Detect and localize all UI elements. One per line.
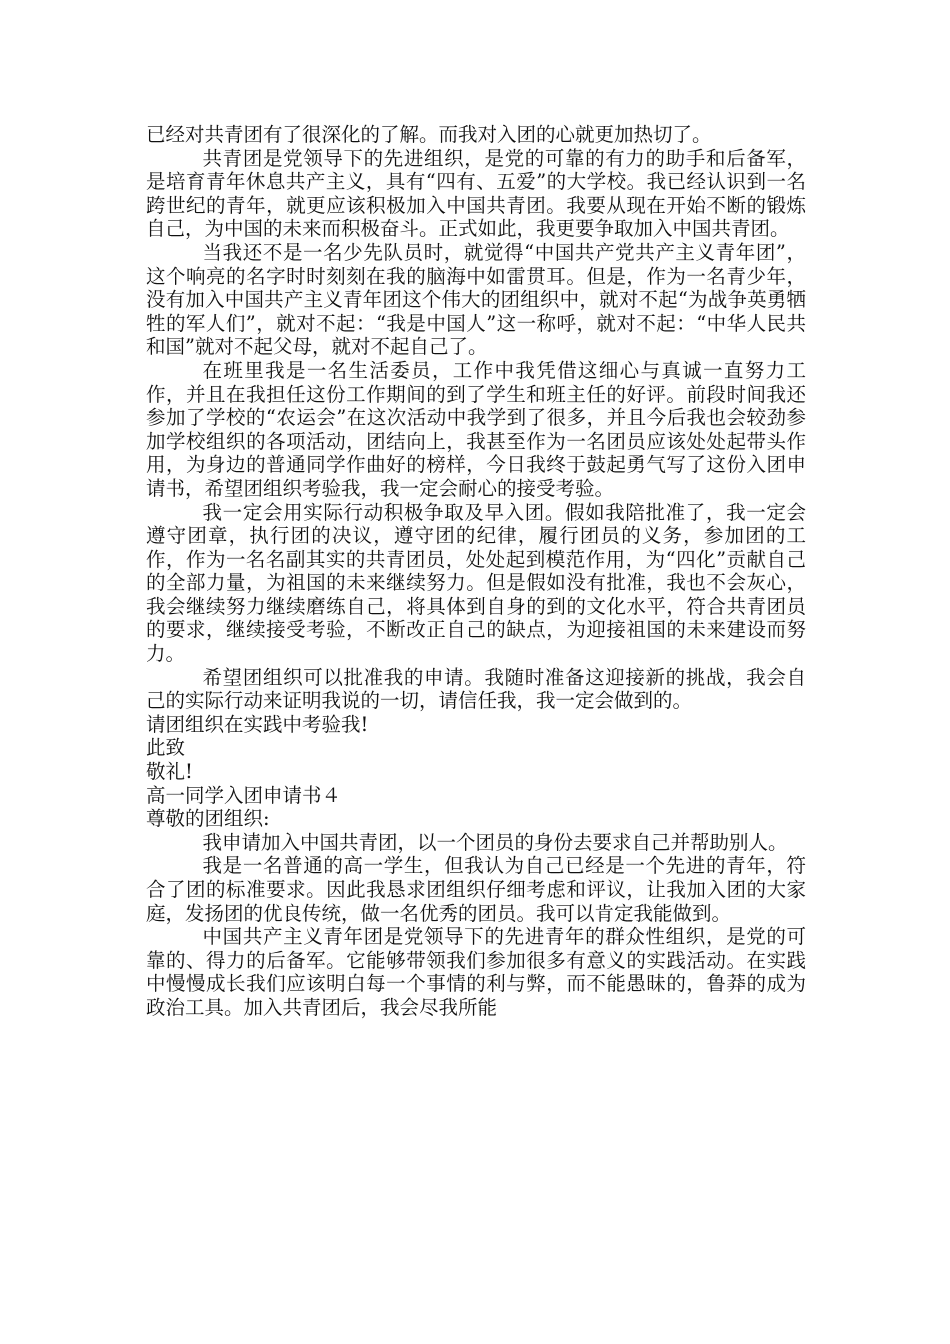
paragraph: 当我还不是一名少先队员时，就觉得“中国共产党共产主义青年团”，这个响亮的名字时时刻刻在我的脑海中如雷贯耳。但是，作为一名青少年，没有加入中国共产主义青年团这个伟大的团组织中，就对不起“为战争英勇牺牲的军人们”，就对不起：“我是中国人”这一称呼，就对不起：“中华人民共和国”就对不起父母，就对不起自己了。 (146, 240, 806, 359)
paragraph: 我是一名普通的高一学生，但我认为自己已经是一个先进的青年，符合了团的标准要求。因此我恳求团组织仔细考虑和评议，让我加入团的大家庭，发扬团的优良传统，做一名优秀的团员。我可以肯定我能做到。 (146, 854, 806, 925)
paragraph: 我一定会用实际行动积极争取及早入团。假如我陪批准了，我一定会遵守团章，执行团的决议，遵守团的纪律，履行团员的义务，参加团的工作，作为一名名副其实的共青团员，处处起到模范作用，为“四化”贡献自己的全部力量，为祖国的未来继续努力。但是假如没有批准，我也不会灰心，我会继续努力继续磨练自己，将具体到自身的到的文化水平，符合共青团员的要求，继续接受考验，不断改正自己的缺点，为迎接祖国的未来建设而努力。 (146, 500, 806, 666)
salutation-line: 此致 (146, 736, 186, 760)
paragraph-continuation: 已经对共青团有了很深化的了解。而我对入团的心就更加热切了。 (146, 123, 712, 146)
paragraph: 在班里我是一名生活委员，工作中我凭借这细心与真诚一直努力工作，并且在我担任这份工作期间的到了学生和班主任的好评。前段时间我还参加了学校的“农运会”在这次活动中我学到了很多，并且今后我也会较劲参加学校组织的各项活动，团结向上，我甚至作为一名团员应该处处起带头作用，为身边的普通同学作曲好的榜样，今日我终于鼓起勇气写了这份入团申请书，希望团组织考验我，我一定会耐心的接受考验。 (146, 358, 806, 500)
paragraph: 共青团是党领导下的先进组织，是党的可靠的有力的助手和后备军，是培育青年休息共产主义，具有“四有、五爱”的大学校。我已经认识到一名跨世纪的青年，就更应该积极加入中国共青团。我要从现在开始不断的锻炼自己，为中国的未来而积极奋斗。正式如此，我更要争取加入中国共青团。 (146, 146, 806, 241)
paragraph: 我申请加入中国共青团，以一个团员的身份去要求自己并帮助别人。 (202, 830, 788, 854)
salutation-line: 敬礼! (146, 760, 193, 784)
paragraph: 希望团组织可以批准我的申请。我随时准备这迎接新的挑战，我会自己的实际行动来证明我说的一切，请信任我，我一定会做到的。 (146, 665, 806, 713)
closing-line: 请团组织在实践中考验我! (146, 712, 369, 736)
paragraph: 中国共产主义青年团是党领导下的先进青年的群众性组织，是党的可靠的、得力的后备军。它能够带领我们参加很多有意义的实践活动。在实践中慢慢成长我们应该明白每一个事情的利与弊，而不能愚昧的，鲁莽的成为政治工具。加入共青团后，我会尽我所能 (146, 925, 806, 1019)
greeting-line: 尊敬的团组织: (146, 807, 270, 831)
document-body (146, 123, 806, 1020)
section-title: 高一同学入团申请书４ (146, 783, 342, 807)
